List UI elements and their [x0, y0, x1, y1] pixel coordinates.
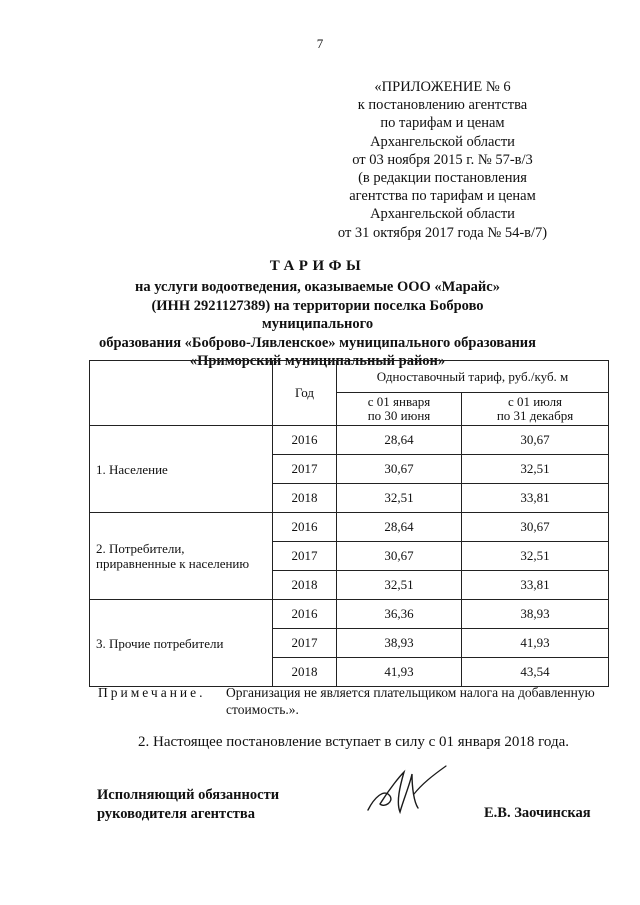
- table-row: [90, 600, 609, 629]
- page-number: 7: [316, 36, 324, 51]
- appendix-line: (в редакции постановления: [358, 170, 527, 187]
- year-cell: 2016: [273, 426, 337, 455]
- year-cell: 2016: [273, 513, 337, 542]
- year-cell: 2016: [273, 600, 337, 629]
- tariff-h2-cell: 30,67: [462, 426, 609, 455]
- header-period-2: с 01 июля по 31 декабря: [462, 393, 609, 426]
- category-cell: 3. Прочие потребители: [90, 600, 273, 687]
- tariff-h1-cell: 28,64: [337, 513, 462, 542]
- year-cell: 2017: [273, 629, 337, 658]
- appendix-line: от 31 октября 2017 года № 54-в/7): [337, 224, 548, 241]
- tariff-h1-cell: 36,36: [337, 600, 462, 629]
- category-cell: 1. Население: [90, 426, 273, 513]
- appendix-line: к постановлению агентства: [357, 97, 528, 114]
- tariff-h1-cell: 32,51: [337, 484, 462, 513]
- appendix-line: от 03 ноября 2015 г. № 57-в/3: [352, 151, 533, 168]
- signer-name: Е.В. Заочинская: [484, 805, 591, 821]
- title-line: на услуги водоотведения, оказываемые ООО «Марайс»: [135, 279, 500, 295]
- tariff-h2-cell: 30,67: [462, 513, 609, 542]
- document-title: [95, 258, 540, 371]
- note-label: Примечание.: [98, 685, 206, 700]
- header-period-1: с 01 января по 30 июня: [337, 393, 462, 426]
- appendix-reference: [330, 78, 555, 242]
- handwritten-signature: [360, 758, 450, 828]
- year-cell: 2018: [273, 571, 337, 600]
- appendix-line: агентства по тарифам и ценам: [349, 188, 536, 205]
- note-text: Организация не является плательщиком налога на добавленную: [226, 685, 595, 700]
- tariff-h2-cell: 38,93: [462, 600, 609, 629]
- year-cell: 2018: [273, 658, 337, 687]
- table-row: [90, 513, 609, 542]
- appendix-line: Архангельской области: [370, 133, 515, 150]
- title-line: «Приморский муниципальный район»: [189, 353, 446, 369]
- tariff-h2-cell: 43,54: [462, 658, 609, 687]
- year-cell: 2018: [273, 484, 337, 513]
- effective-date-clause: 2. Настоящее постановление вступает в силу с 01 января 2018 года.: [138, 734, 570, 750]
- tariff-h2-cell: 33,81: [462, 484, 609, 513]
- title-line: образования «Боброво-Лявленское» муниципального образования: [98, 334, 537, 351]
- tariff-h2-cell: 33,81: [462, 571, 609, 600]
- year-cell: 2017: [273, 542, 337, 571]
- tariff-h2-cell: 32,51: [462, 542, 609, 571]
- header-empty-cell: [90, 361, 273, 426]
- tariff-h1-cell: 38,93: [337, 629, 462, 658]
- tariff-h1-cell: 32,51: [337, 571, 462, 600]
- tariff-table: [89, 360, 609, 687]
- tariff-h1-cell: 30,67: [337, 542, 462, 571]
- category-cell: 2. Потребители, приравненные к населению: [90, 513, 273, 600]
- tariff-h1-cell: 41,93: [337, 658, 462, 687]
- table-row: [90, 426, 609, 455]
- tariff-h1-cell: 30,67: [337, 455, 462, 484]
- tariff-h1-cell: 28,64: [337, 426, 462, 455]
- appendix-line: Архангельской области: [370, 206, 515, 223]
- year-cell: 2017: [273, 455, 337, 484]
- signer-title: Исполняющий обязанности руководителя агентства: [97, 787, 280, 822]
- header-year: Год: [273, 361, 337, 426]
- table-note: [98, 684, 610, 718]
- appendix-line: по тарифам и ценам: [380, 115, 505, 132]
- title-heading: ТАРИФЫ: [269, 258, 366, 274]
- title-line: (ИНН 2921127389) на территории поселка Боброво муниципального: [151, 297, 484, 332]
- table-header-row: [90, 361, 609, 393]
- appendix-line: «ПРИЛОЖЕНИЕ № 6: [374, 79, 511, 95]
- header-tariff: Одноставочный тариф, руб./куб. м: [337, 361, 609, 393]
- tariff-h2-cell: 41,93: [462, 629, 609, 658]
- tariff-h2-cell: 32,51: [462, 455, 609, 484]
- note-text-continued: стоимость.».: [226, 702, 299, 717]
